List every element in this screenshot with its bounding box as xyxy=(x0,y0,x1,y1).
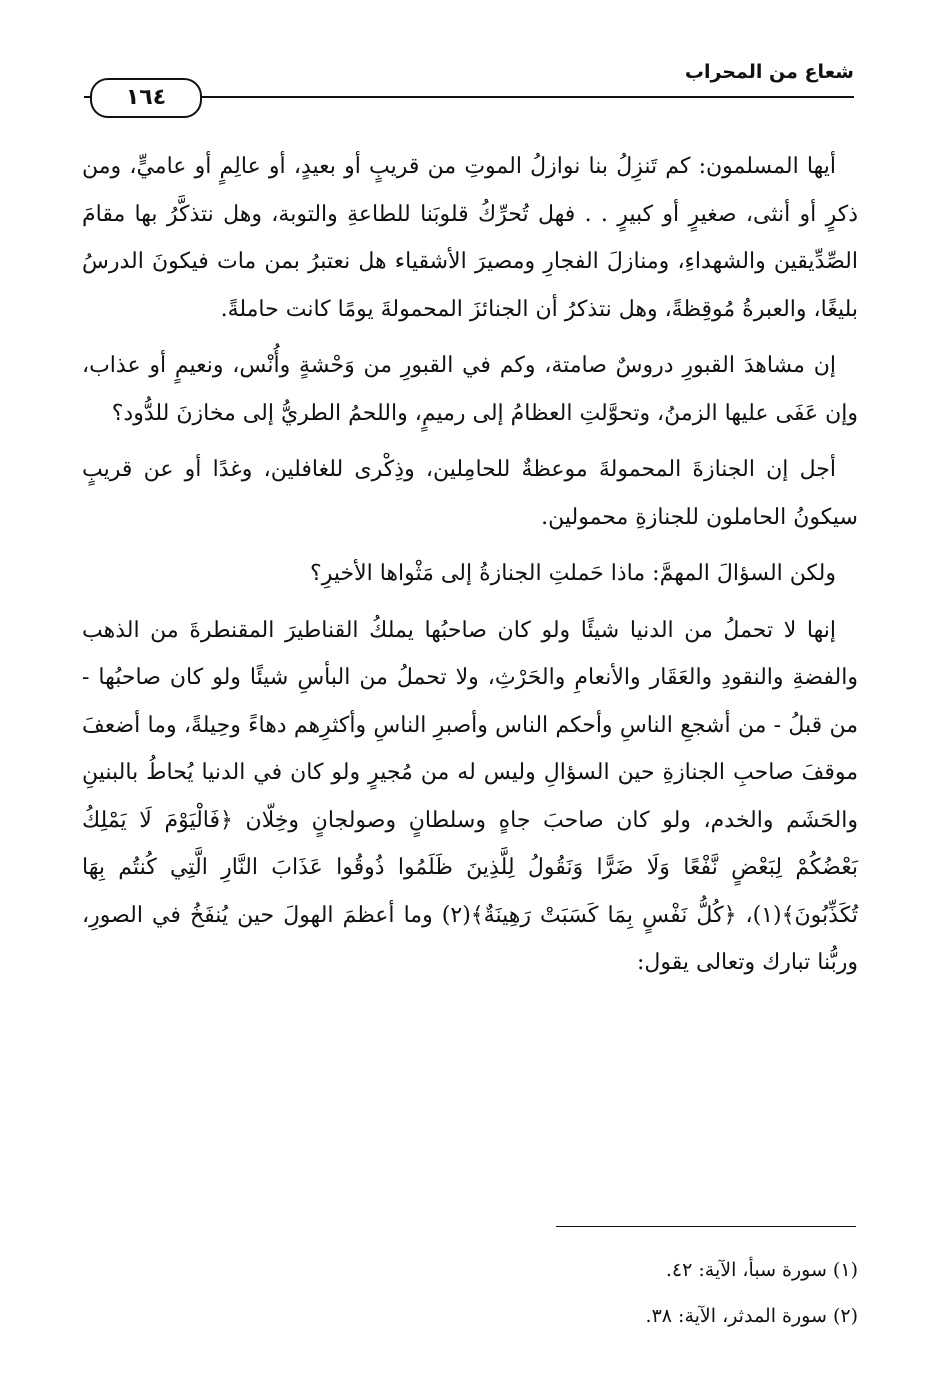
footnotes xyxy=(420,1247,858,1339)
footnote-rule xyxy=(556,1226,856,1227)
book-title: شعاع من المحراب xyxy=(684,61,854,83)
footnote: (٢) سورة المدثر، الآية: ٣٨. xyxy=(645,1305,858,1327)
paragraph: أيها المسلمون: كم تَنزِلُ بنا نوازلُ الموتِ من قريبٍ أو بعيدٍ، أو عالِمٍ أو عاميٍّ، ومن ذكرٍ أو أنثى، صغيرٍ أو كبيرٍ . . فهل تُحرِّكُ قلوبَنا للطاعةِ والتوبة، وهل نتذكَّرُ بها مقامَ الصِّدِّيقين والشهداءِ، ومنازلَ الفجارِ ومصيرَ الأشقياء هل نعتبرُ بمن مات فيكونَ الدرسُ بليغًا، والعبرةُ مُوقِظةً، وهل نتذكرُ أن الجنائزَ المحمولةَ يومًا كانت حاملةً. xyxy=(82,154,858,322)
page-number: ١٦٤ xyxy=(90,78,202,118)
body-text xyxy=(82,143,858,996)
paragraph: إنها لا تحملُ من الدنيا شيئًا ولو كان صاحبُها يملكُ القناطيرَ المقنطرةَ من الذهب والفضةِ والنقودِ والعَقَار والأنعامِ والحَرْثِ، ولا تحملُ من البأسِ شيئًا ولو كان صاحبُها - من قبلُ - من أشجعِ الناسِ وأحكم الناس وأصبرِ الناسِ وأكثرِهم دهاءً وحِيلةً، وما أضعفَ موقفَ صاحبِ الجنازةِ حين السؤالِ وليس له من مُجيرٍ ولو كان في الدنيا يُحاطُ بالبنينِ والحَشَم والخدم، ولو كان صاحبَ جاهٍ وسلطانٍ وصولجانٍ وخِلّان ﴿فَالْيَوْمَ لَا يَمْلِكُ بَعْضُكُمْ لِبَعْضٍ نَّفْعًا وَلَا ضَرًّا وَنَقُولُ لِلَّذِينَ ظَلَمُوا ذُوقُوا عَذَابَ النَّارِ الَّتِي كُنتُم بِهَا تُكَذِّبُونَ﴾(١)، ﴿كُلُّ نَفْسٍ بِمَا كَسَبَتْ رَهِينَةٌ﴾(٢) وما أعظمَ الهولَ حين يُنفَخُ في الصورِ، وربُّنا تبارك وتعالى يقول: xyxy=(82,617,858,975)
page-header xyxy=(84,58,854,108)
footnote: (١) سورة سبأ، الآية: ٤٢. xyxy=(665,1259,858,1281)
paragraph: ولكن السؤالَ المهمَّ: ماذا حَملتِ الجنازةُ إلى مَثْواها الأخيرِ؟ xyxy=(310,561,836,586)
paragraph: إن مشاهدَ القبورِ دروسٌ صامتة، وكم في القبورِ من وَحْشةٍ وأُنْس، ونعيمٍ أو عذاب، وإن عَفَى عليها الزمنُ، وتحوَّلتِ العظامُ إلى رميمٍ، واللحمُ الطريُّ إلى مخازنَ للدُّود؟ xyxy=(82,353,858,426)
paragraph: أجل إن الجنازةَ المحمولةَ موعظةٌ للحامِلين، وذِكْرى للغافلين، وغدًا أو عن قريبٍ سيكونُ الحاملون للجنازةِ محمولين. xyxy=(82,457,858,530)
